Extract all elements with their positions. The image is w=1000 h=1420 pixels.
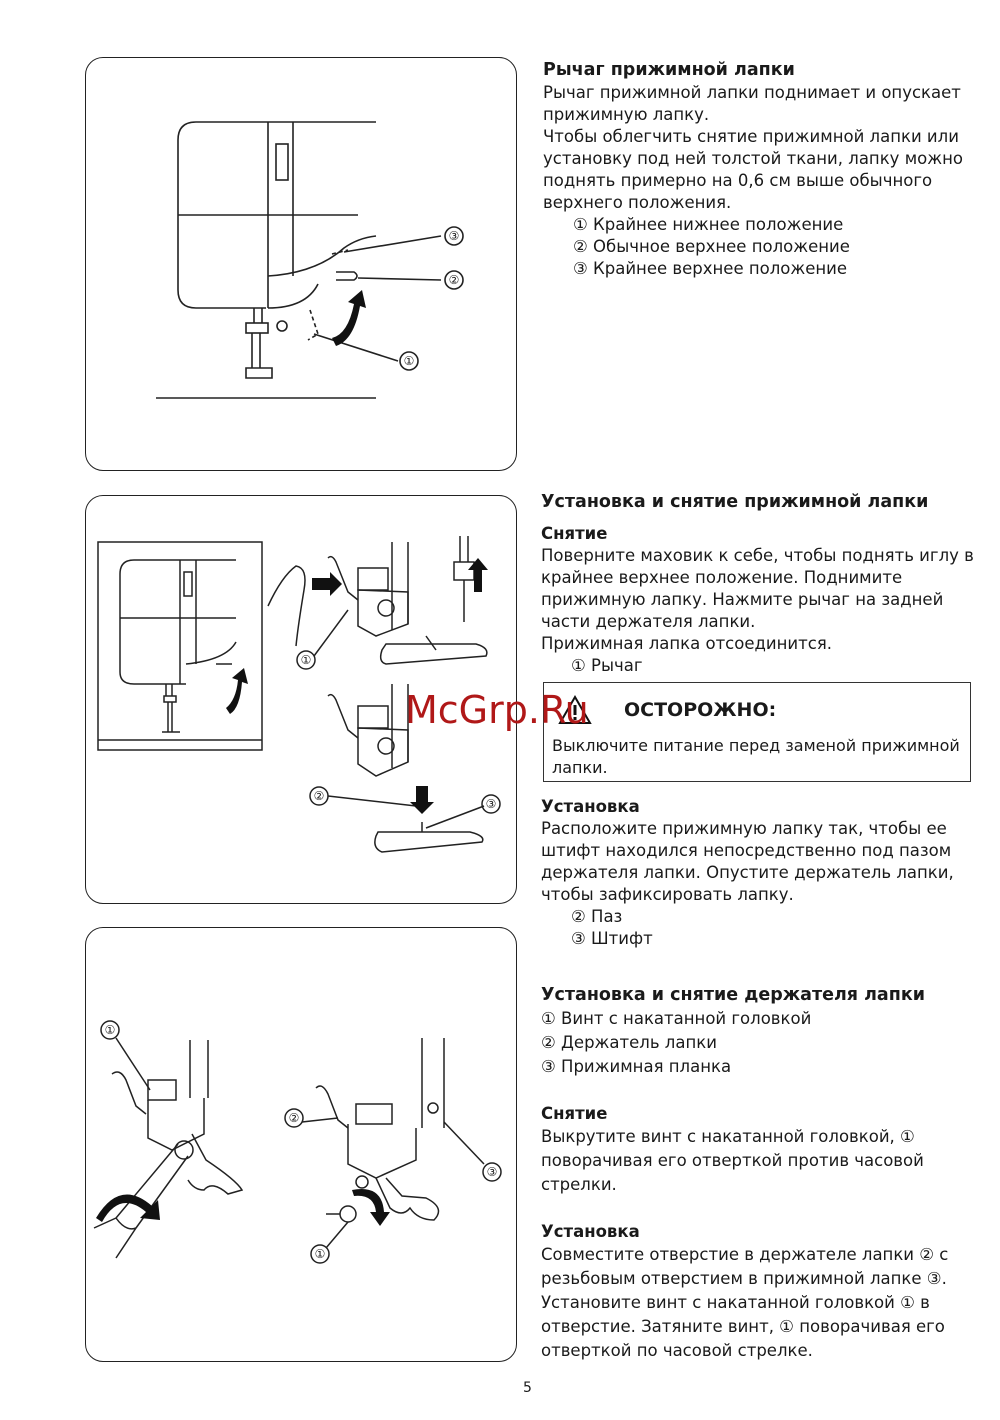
lever-illustration [86,58,518,472]
foot-removal-title: Снятие [541,524,608,543]
caution-title: ОСТОРОЖНО: [624,699,777,721]
foot-install-item-2: ② Паз [571,907,623,926]
holder-item-2: ② Держатель лапки [541,1033,717,1052]
fig1-label-1: ① [403,354,415,368]
foot-install-item-3: ③ Штифт [571,929,653,948]
fig1-label-2: ② [448,273,460,287]
fig3-label-1b: ① [314,1247,326,1261]
fig3-label-2: ② [288,1111,300,1125]
figure-panel-holder [85,927,517,1362]
fig2-label-3: ③ [485,797,497,811]
lever-title: Рычаг прижимной лапки [543,60,795,80]
lever-item-2: ② Обычное верхнее положение [573,237,850,256]
fig2-label-1: ① [300,653,312,667]
foot-removal-body: Поверните маховик к себе, чтобы поднять иглу в крайнее верхнее положение. Поднимите прижимную лапку. Нажмите рычаг на задней части держателя лапки. [541,546,974,631]
foot-title: Установка и снятие прижимной лапки [541,492,929,512]
holder-item-3: ③ Прижимная планка [541,1057,732,1076]
holder-title: Установка и снятие держателя лапки [541,985,925,1005]
fig3-label-3: ③ [486,1165,498,1179]
page-number: 5 [523,1380,532,1396]
foot-install-title: Установка [541,797,640,816]
caution-box [543,682,971,782]
caution-body: Выключите питание перед заменой прижимной лапки. [552,736,960,777]
holder-install-body: Совместите отверстие в держателе лапки ② с резьбовым отверстием в прижимной лапке ③. Установите винт с накатанной головкой ① в отверстие. Затяните винт, ① поворачивая его отверткой по часовой стрелке. [541,1245,949,1360]
holder-illustration [86,928,518,1363]
section-foot-install [541,796,996,950]
lever-item-1: ① Крайнее нижнее положение [573,215,844,234]
holder-removal-body: Выкрутите винт с накатанной головкой, ① поворачивая его отверткой против часовой стрелки. [541,1127,924,1194]
fig1-label-3: ③ [448,229,460,243]
foot-removal-item: ① Рычаг [571,656,643,675]
lever-body-1: Рычаг прижимной лапки поднимает и опускает прижимную лапку. [543,83,961,124]
fig2-label-2: ② [313,789,325,803]
holder-install-title: Установка [541,1222,640,1241]
section-foot [541,490,986,677]
foot-install-body: Расположите прижимную лапку так, чтобы ее штифт находился непосредственно под пазом держателя лапки. Опустите держатель лапки, чтобы зафиксировать лапку. [541,819,954,904]
figure-panel-lever [85,57,517,471]
lever-item-3: ③ Крайнее верхнее положение [573,259,848,278]
watermark: McGrp.Ru [405,688,589,732]
holder-item-1: ① Винт с накатанной головкой [541,1009,812,1028]
fig3-label-1: ① [104,1023,116,1037]
lever-body-2: Чтобы облегчить снятие прижимной лапки или установку под ней толстой ткани, лапку можно поднять примерно на 0,6 см выше обычного верхнего положения. [543,127,963,212]
foot-removal-body-2: Прижимная лапка отсоединится. [541,634,832,653]
holder-removal-title: Снятие [541,1104,608,1123]
section-holder [541,983,971,1363]
section-lever [543,58,973,280]
